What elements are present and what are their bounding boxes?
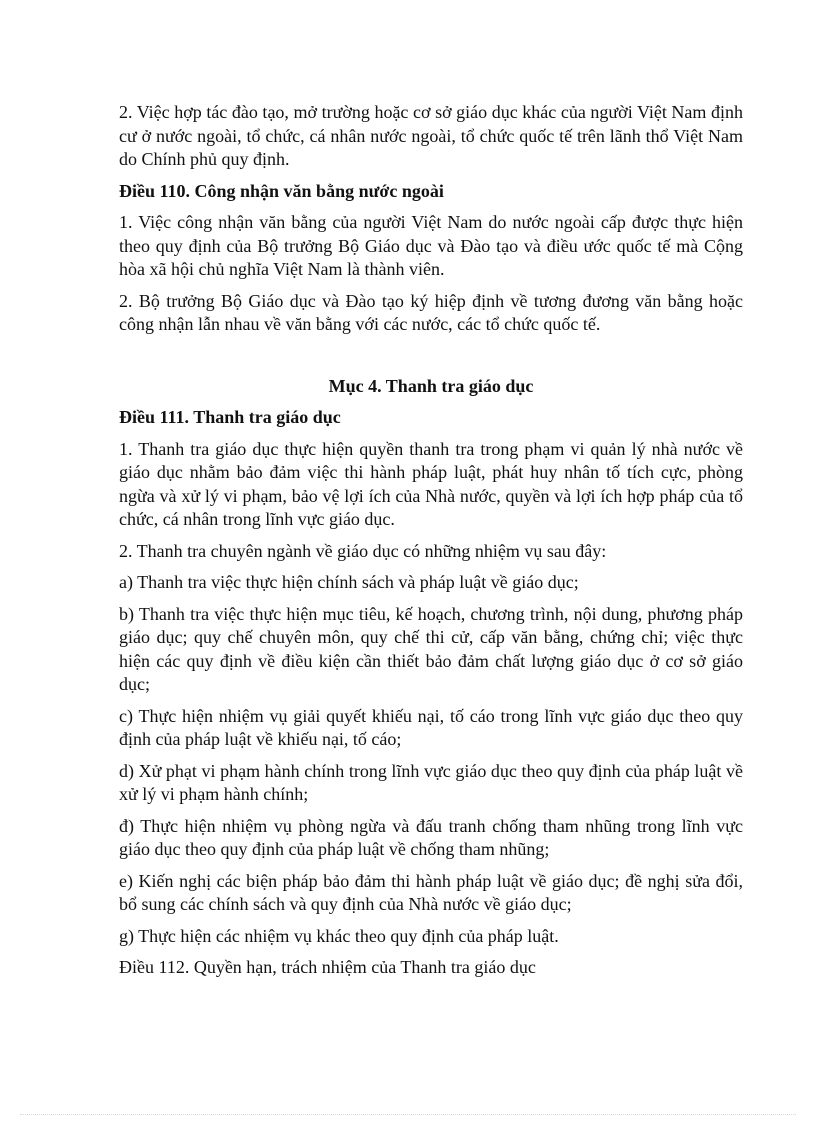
para-110-1: 1. Việc công nhận văn bằng của người Việt Nam do nước ngoài cấp được thực hiện theo quy định của Bộ trưởng Bộ Giáo dục và Đào tạo và điều ước quốc tế mà Cộng hòa xã hội chủ nghĩa Việt Nam là thành viên. xyxy=(119,212,743,279)
page-bottom-divider xyxy=(20,1114,796,1115)
para-110-2: 2. Bộ trưởng Bộ Giáo dục và Đào tạo ký hiệp định về tương đương văn bằng hoặc công nhận lẫn nhau về văn bằng với các nước, các tổ chức quốc tế. xyxy=(119,290,743,334)
para-111-2: 2. Thanh tra chuyên ngành về giáo dục có những nhiệm vụ sau đây: xyxy=(119,540,607,561)
article-112-title: Điều 112. Quyền hạn, trách nhiệm của Thanh tra giáo dục xyxy=(119,957,536,977)
para-111-2e: e) Kiến nghị các biện pháp bảo đảm thi hành pháp luật về giáo dục; đề nghị sửa đổi, bổ sung các chính sách và quy định của Nhà nước về giáo dục; xyxy=(119,870,743,914)
para-111-2a: a) Thanh tra việc thực hiện chính sách và pháp luật về giáo dục; xyxy=(119,572,579,592)
section-4-title: Mục 4. Thanh tra giáo dục xyxy=(328,375,534,396)
article-110-heading: Điều 110. Công nhận văn bằng nước ngoài xyxy=(119,180,444,201)
para-111-2c: c) Thực hiện nhiệm vụ giải quyết khiếu nại, tố cáo trong lĩnh vực giáo dục theo quy định của pháp luật về khiếu nại, tố cáo; xyxy=(119,705,743,749)
para-111-2g: g) Thực hiện các nhiệm vụ khác theo quy định của pháp luật. xyxy=(119,925,559,946)
para-111-1: 1. Thanh tra giáo dục thực hiện quyền thanh tra trong phạm vi quản lý nhà nước về giáo dục nhằm bảo đảm việc thi hành pháp luật, phát huy nhân tố tích cực, phòng ngừa và xử lý vi phạm, bảo vệ lợi ích của Nhà nước, quyền và lợi ích hợp pháp của tổ chức, cá nhân trong lĩnh vực giáo dục. xyxy=(119,438,743,529)
para-clause-2-cooperation: 2. Việc hợp tác đào tạo, mở trường hoặc cơ sở giáo dục khác của người Việt Nam định cư ở nước ngoài, tổ chức, cá nhân nước ngoài, tổ chức quốc tế trên lãnh thổ Việt Nam do Chính phủ quy định. xyxy=(119,102,743,169)
article-111-heading: Điều 111. Thanh tra giáo dục xyxy=(119,407,341,427)
para-111-2dd: đ) Thực hiện nhiệm vụ phòng ngừa và đấu tranh chống tham nhũng trong lĩnh vực giáo dục theo quy định của pháp luật về chống tham nhũng; xyxy=(119,815,743,859)
document-page xyxy=(119,101,743,980)
para-111-2d: d) Xử phạt vi phạm hành chính trong lĩnh vực giáo dục theo quy định của pháp luật về xử lý vi phạm hành chính; xyxy=(119,760,743,804)
para-111-2b: b) Thanh tra việc thực hiện mục tiêu, kế hoạch, chương trình, nội dung, phương pháp giáo dục; quy chế chuyên môn, quy chế thi cử, cấp văn bằng, chứng chỉ; việc thực hiện các quy định về điều kiện cần thiết bảo đảm chất lượng giáo dục ở cơ sở giáo dục; xyxy=(119,603,743,694)
